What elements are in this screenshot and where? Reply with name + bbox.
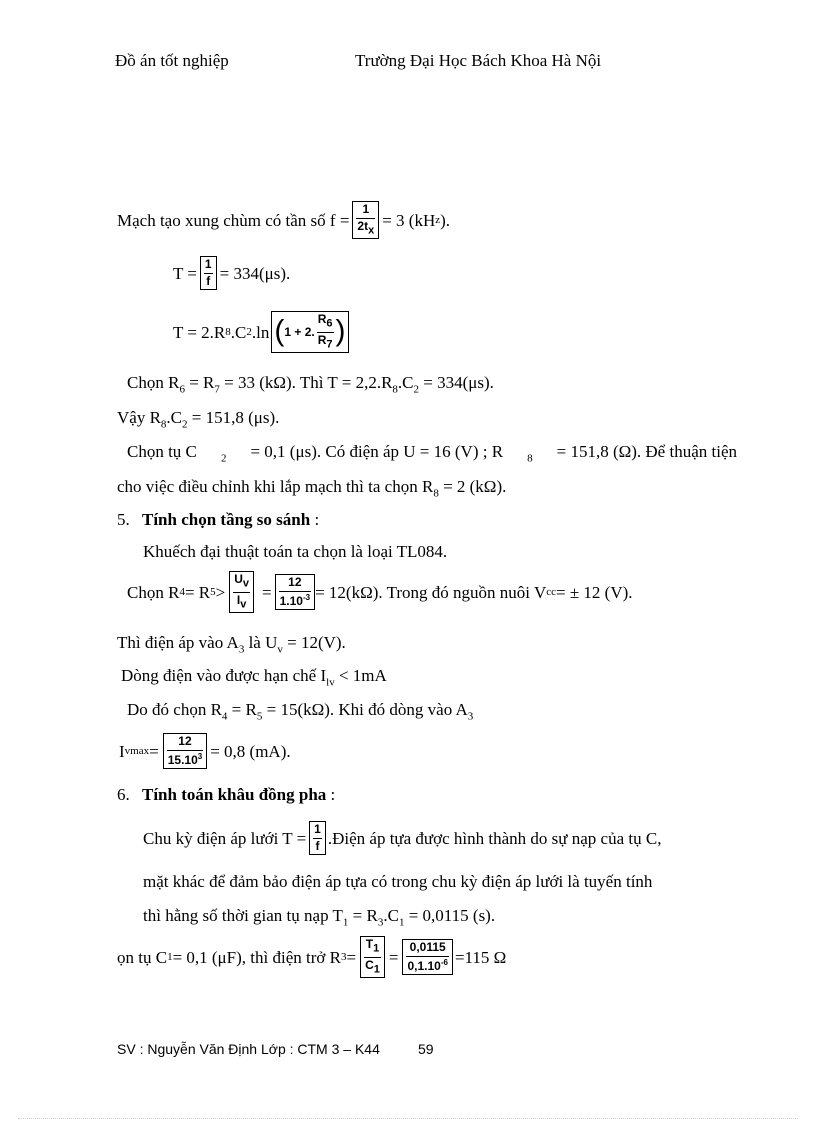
section-5-heading: 5. Tính chọn tầng so sánh : — [117, 510, 320, 529]
line-choose-r4-15k: Do đó chọn $R_4 = R_5 = 15(k\Omega)$. Khi đó dòng vào $A_3$ — [127, 700, 474, 723]
footer-student: SV : Nguyễn Văn Định Lớp : CTM 3 – K44 — [117, 1041, 380, 1057]
line-r3: ọn tụ C 1 = 0,1 (μF), thì điện trở R 3 = $\frac{T_1}{C_1}$ = $\frac{0,0115}{0,1.10^{-6}}$ =115 Ω — [117, 932, 506, 982]
line-current-limit: Dòng điện vào được hạn chế $I_{lv} < 1mA$ — [121, 666, 387, 689]
line-period: T = $\frac{1}{f}$ = 334(μs). — [173, 250, 290, 296]
fraction-1-over-f: $\frac{1}{f}$ — [200, 256, 217, 291]
line-r8c2: Vậy $R_8.C_2 = 151,8$ (μs). — [117, 408, 280, 431]
line-period-formula: T = 2.R 8 .C 2 .ln (1 + 2. $\frac{R_6}{R_7}$ ) — [173, 305, 349, 359]
line-ivmax: I vmax = $\frac{12}{15.10^3}$ = 0,8 (mA). — [119, 728, 291, 774]
line-grid-period: Chu kỳ điện áp lưới T = $\frac{1}{f}$ .Điện áp tựa được hình thành do sự nạp của tụ C, — [143, 814, 661, 862]
fraction-12-over-1e-3: $\frac{12}{1.10^{-3}}$ — [275, 574, 315, 611]
header-left: Đồ án tốt nghiệp — [115, 51, 229, 70]
line-opamp: Khuếch đại thuật toán ta chọn là loại TL084. — [143, 542, 448, 561]
section-6-heading: 6. Tính toán khâu đồng pha : — [117, 785, 336, 804]
line-frequency: Mạch tạo xung chùm có tần số f = $\frac{1}{2t_x}$ = 3 (kH z ). — [117, 196, 450, 244]
fraction-1-over-f-2: $\frac{1}{f}$ — [309, 821, 326, 856]
fraction-uv-over-iv: $\frac{U_v}{I_v}$ — [229, 571, 254, 612]
page-number: 59 — [418, 1041, 434, 1057]
fraction-t1-over-c1: $\frac{T_1}{C_1}$ — [360, 936, 385, 977]
line-time-constant: thì hằng số thời gian tụ nạp $T_1 = R_3.C_1 = 0,0115$ (s). — [143, 906, 496, 929]
line-choose-r8: cho việc điều chỉnh khi lắp mạch thì ta chọn $R_8 = 2$ (kΩ). — [117, 477, 507, 500]
fraction-0-0115-over-0-1e-6: $\frac{0,0115}{0,1.10^{-6}}$ — [402, 939, 453, 976]
line-choose-r6-r7: Chọn $R_6 = R_7 = 33$ (kΩ). Thì $T = 2,2.R_8.C_2 = 334(\mu s)$. — [127, 373, 494, 396]
fraction-1-over-2tx: $\frac{1}{2t_x}$ — [352, 201, 379, 239]
line-choose-c2: Chọn tụ C $_2$ = 0,1 (μs). Có điện áp U = 16 (V) ; R $_8$ = 151,8 (Ω). Để thuận tiện — [127, 442, 737, 465]
ln-argument-box: (1 + 2. $\frac{R_6}{R_7}$ ) — [271, 311, 348, 352]
fraction-12-over-15e3: $\frac{12}{15.10^3}$ — [163, 733, 207, 770]
line-linear: mặt khác để đảm bảo điện áp tựa có trong chu kỳ điện áp lưới là tuyến tính — [143, 872, 653, 891]
bottom-dotted-rule — [18, 1118, 798, 1119]
header-right: Trường Đại Học Bách Khoa Hà Nội — [355, 51, 602, 70]
line-input-voltage: Thì điện áp vào $A_3$ là $U_v = 12(V)$. — [117, 633, 346, 656]
fraction-r6-over-r7: $\frac{R_6}{R_7}$ — [317, 312, 333, 350]
line-choose-r4-r5: Chọn R 4 = R 5 > $\frac{U_v}{I_v}$ = $\frac{12}{1.10^{-3}}$ = 12(kΩ). Trong đó nguồn nuôi V cc = ± 12 (V). — [127, 568, 633, 616]
